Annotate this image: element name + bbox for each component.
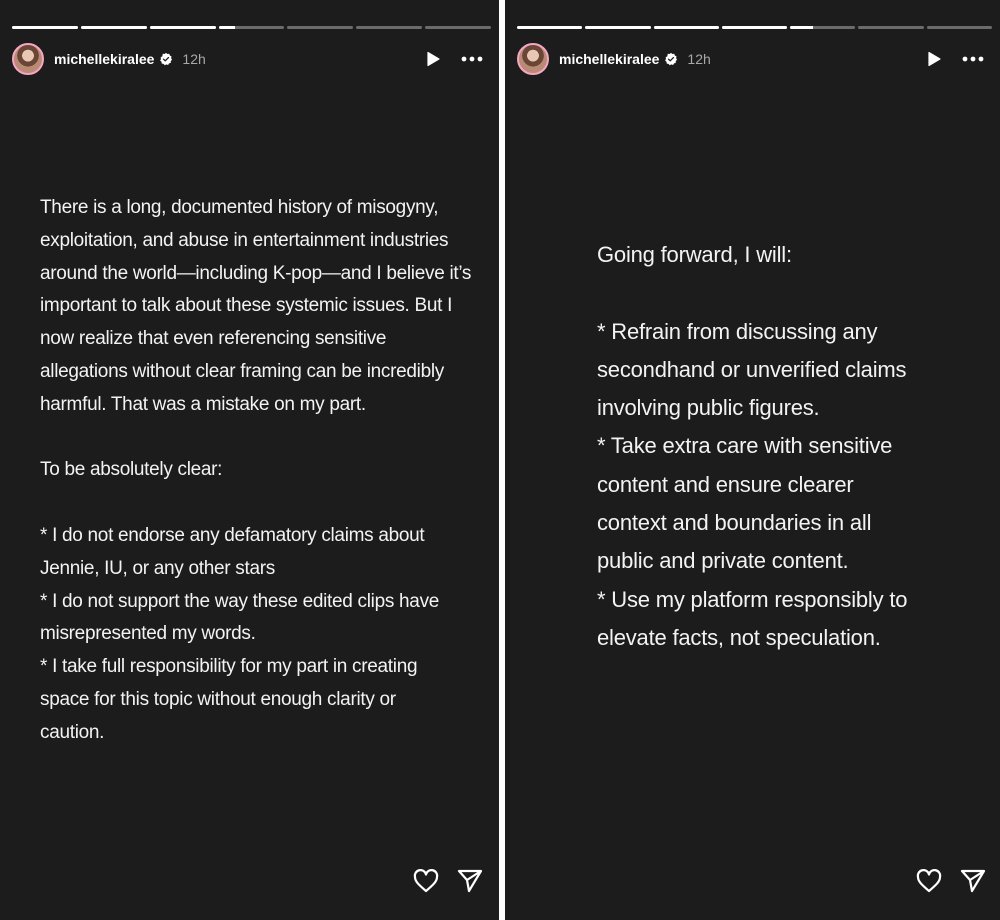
- progress-segment: [12, 26, 78, 29]
- progress-segment: [654, 26, 719, 29]
- text-line: harmful. That was a mistake on my part.: [40, 393, 366, 415]
- text-line: * Take extra care with sensitive: [597, 433, 893, 459]
- text-line: Going forward, I will:: [597, 242, 792, 267]
- progress-segment: [722, 26, 787, 29]
- progress-segment: [150, 26, 216, 29]
- story-progress-bar: [12, 26, 491, 29]
- progress-fill: [654, 26, 719, 29]
- text-line: elevate facts, not speculation.: [597, 624, 881, 650]
- text-line: * Use my platform responsibly to: [597, 586, 908, 612]
- story-panel-left[interactable]: [0, 0, 499, 920]
- more-options-icon: [461, 56, 483, 62]
- progress-fill: [517, 26, 582, 29]
- progress-segment: [287, 26, 353, 29]
- like-button[interactable]: [916, 868, 942, 894]
- story-text: [40, 192, 480, 750]
- text-line: misrepresented my words.: [40, 623, 256, 645]
- text-line: allegations without clear framing can be incredibly: [40, 360, 444, 382]
- text-line: space for this topic without enough clarity or: [40, 688, 396, 710]
- username[interactable]: michellekiralee: [54, 51, 155, 67]
- story-actions: [413, 868, 483, 894]
- text-line: * I take full responsibility for my part in creating: [40, 656, 418, 678]
- blank-line: [40, 422, 480, 455]
- progress-fill: [81, 26, 147, 29]
- text-line: public and private content.: [597, 548, 849, 574]
- verified-badge-icon: [159, 52, 173, 66]
- avatar[interactable]: [12, 43, 44, 75]
- send-icon: [960, 869, 986, 893]
- play-icon: [425, 51, 441, 67]
- avatar[interactable]: [517, 43, 549, 75]
- post-time: 12h: [182, 51, 206, 67]
- progress-segment: [425, 26, 491, 29]
- progress-fill: [585, 26, 650, 29]
- progress-segment: [81, 26, 147, 29]
- progress-segment: [219, 26, 285, 29]
- text-line: exploitation, and abuse in entertainment industries: [40, 229, 449, 251]
- text-line: * Refrain from discussing any: [597, 318, 878, 344]
- progress-segment: [585, 26, 650, 29]
- progress-fill: [12, 26, 78, 29]
- blank-line: [597, 274, 937, 312]
- progress-fill: [150, 26, 216, 29]
- text-line: secondhand or unverified claims: [597, 356, 907, 382]
- heart-icon: [413, 869, 439, 893]
- text-line: context and boundaries in all: [597, 510, 872, 536]
- text-line: content and ensure clearer: [597, 471, 854, 497]
- share-button[interactable]: [457, 868, 483, 894]
- text-line: There is a long, documented history of misogyny,: [40, 197, 439, 218]
- text-line: Jennie, IU, or any other stars: [40, 557, 275, 579]
- username[interactable]: michellekiralee: [559, 51, 660, 67]
- like-button[interactable]: [413, 868, 439, 894]
- heart-icon: [916, 869, 942, 893]
- more-options-icon: [962, 56, 984, 62]
- text-line: caution.: [40, 721, 105, 743]
- verified-badge-icon: [664, 52, 678, 66]
- story-actions: [916, 868, 986, 894]
- text-line: involving public figures.: [597, 395, 820, 421]
- text-line: around the world—including K-pop—and I believe it’s: [40, 262, 472, 284]
- story-header: [517, 42, 988, 76]
- progress-segment: [790, 26, 855, 29]
- progress-fill: [722, 26, 787, 29]
- post-time: 12h: [687, 51, 711, 67]
- progress-segment: [927, 26, 992, 29]
- progress-fill: [219, 26, 235, 29]
- text-line: important to talk about these systemic issues. But I: [40, 295, 453, 317]
- progress-segment: [356, 26, 422, 29]
- play-button[interactable]: [920, 45, 948, 73]
- share-button[interactable]: [960, 868, 986, 894]
- text-line: * I do not endorse any defamatory claims about: [40, 524, 425, 546]
- story-text: [597, 236, 937, 657]
- blank-line: [40, 487, 480, 520]
- more-options-button[interactable]: [457, 45, 487, 73]
- play-button[interactable]: [419, 45, 447, 73]
- more-options-button[interactable]: [958, 45, 988, 73]
- send-icon: [457, 869, 483, 893]
- story-progress-bar: [517, 26, 992, 29]
- play-icon: [926, 51, 942, 67]
- story-panel-right[interactable]: [505, 0, 1000, 920]
- progress-segment: [858, 26, 923, 29]
- progress-segment: [517, 26, 582, 29]
- text-line: now realize that even referencing sensitive: [40, 328, 387, 350]
- text-line: To be absolutely clear:: [40, 459, 223, 481]
- story-header: [12, 42, 487, 76]
- text-line: * I do not support the way these edited clips have: [40, 590, 440, 612]
- progress-fill: [790, 26, 813, 29]
